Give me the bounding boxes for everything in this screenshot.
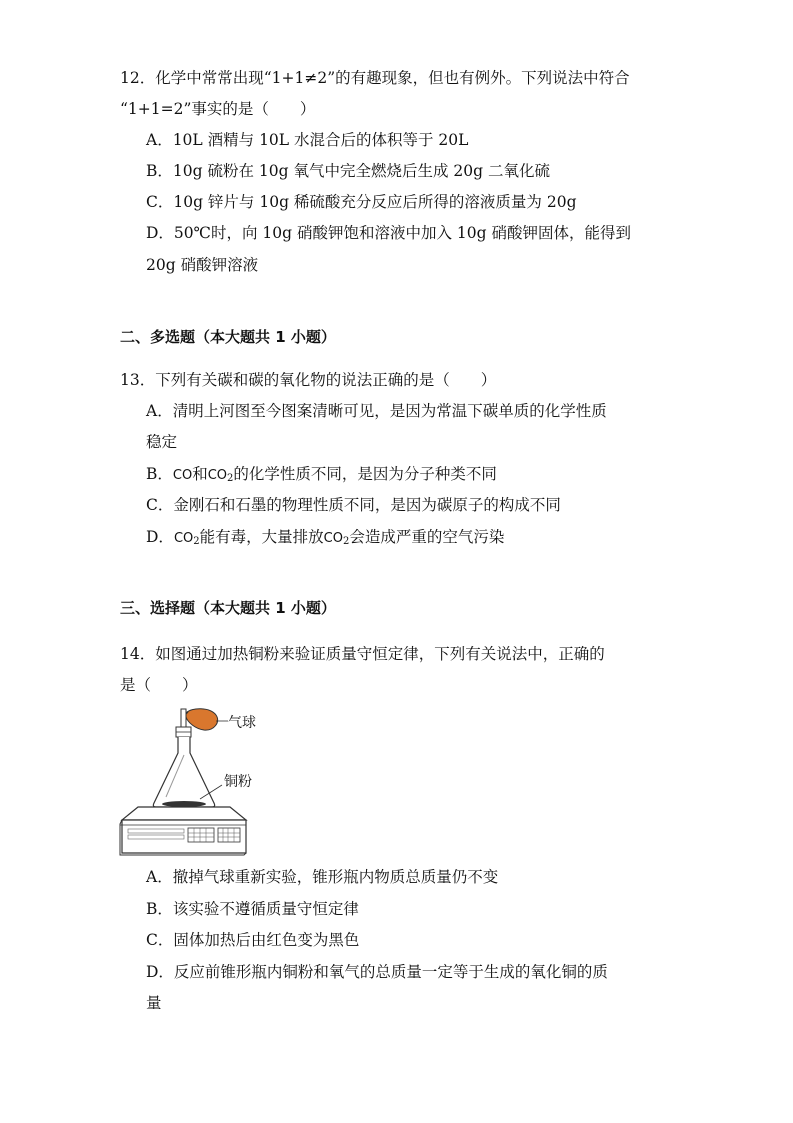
copper-powder bbox=[162, 801, 206, 807]
q13-option-c: C．金刚石和石墨的物理性质不同，是因为碳原子的构成不同 bbox=[146, 496, 561, 514]
q13-option-b: B．CO和$CO_2$的化学性质不同，是因为分子种类不同 bbox=[146, 465, 497, 484]
q13-option-d: D．$CO_2$能有毒，大量排放$CO_2$会造成严重的空气污染 bbox=[146, 528, 505, 547]
q12-stem-line2: “1+1=2”事实的是（ ） bbox=[120, 100, 316, 118]
label-balloon: 气球 bbox=[228, 715, 256, 731]
q12-option-d-line2: 20g 硝酸钾溶液 bbox=[146, 256, 259, 274]
q14-option-a: A．撤掉气球重新实验，锥形瓶内物质总质量仍不变 bbox=[146, 868, 499, 886]
q14-option-b: B．该实验不遵循质量守恒定律 bbox=[146, 900, 359, 918]
q14-stem-line2: 是（ ） bbox=[120, 676, 198, 694]
section-heading-single-choice: 三、选择题（本大题共 1 小题） bbox=[120, 599, 336, 617]
q12-option-b: B．10g 硫粉在 10g 氧气中完全燃烧后生成 20g 二氧化硫 bbox=[146, 162, 550, 180]
q14-option-c: C．固体加热后由红色变为黑色 bbox=[146, 931, 360, 949]
q12-option-a: A．10L 酒精与 10L 水混合后的体积等于 20L bbox=[146, 131, 469, 149]
q14-option-d-line2: 量 bbox=[146, 994, 162, 1012]
section-heading-multi-choice: 二、多选题（本大题共 1 小题） bbox=[120, 328, 336, 346]
glass-tube bbox=[181, 709, 186, 729]
q12-option-d-line1: D．50℃时，向 10g 硝酸钾饱和溶液中加入 10g 硝酸钾固体，能得到 bbox=[146, 224, 631, 242]
q13-stem: 13．下列有关碳和碳的氧化物的说法正确的是（ ） bbox=[120, 371, 497, 389]
q12-stem-line1: 12．化学中常常出现“1+1≠2”的有趣现象，但也有例外。下列说法中符合 bbox=[120, 69, 630, 87]
q12-option-c: C．10g 锌片与 10g 稀硫酸充分反应后所得的溶液质量为 20g bbox=[146, 193, 577, 211]
q14-stem-line1: 14．如图通过加热铜粉来验证质量守恒定律，下列有关说法中，正确的 bbox=[120, 645, 605, 663]
electronic-balance-icon bbox=[120, 807, 246, 855]
label-copper-powder: 铜粉 bbox=[224, 774, 252, 790]
conical-flask bbox=[153, 737, 214, 807]
q14-option-d-line1: D．反应前锥形瓶内铜粉和氧气的总质量一定等于生成的氧化铜的质 bbox=[146, 963, 608, 981]
q13-option-a-line2: 稳定 bbox=[146, 433, 178, 451]
experiment-figure bbox=[118, 703, 268, 860]
q13-option-a-line1: A．清明上河图至今图案清晰可见，是因为常温下碳单质的化学性质 bbox=[146, 402, 607, 420]
